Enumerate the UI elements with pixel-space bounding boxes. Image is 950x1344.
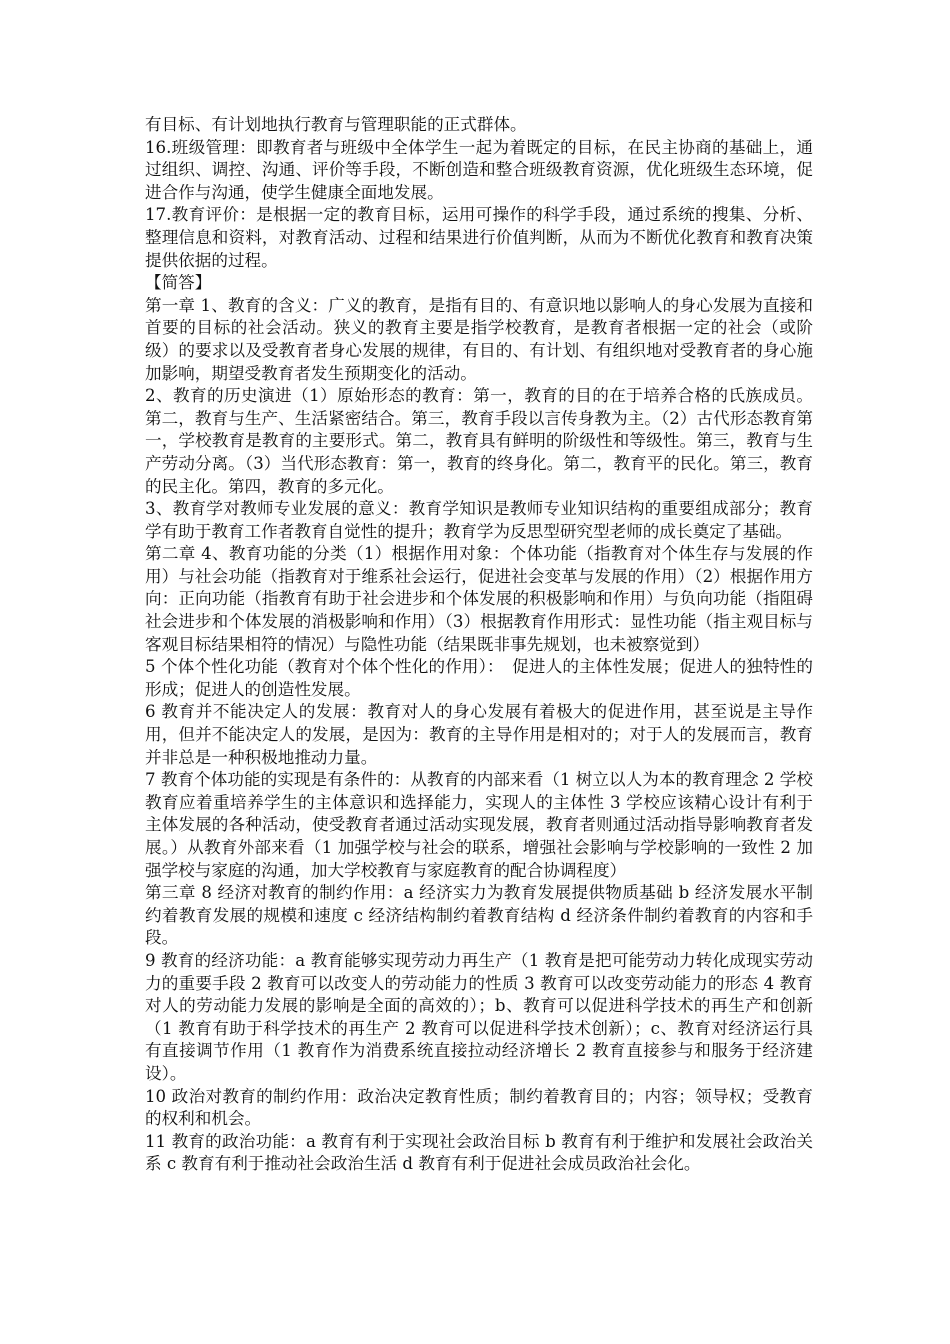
text-paragraph: 2、教育的历史演进（1）原始形态的教育：第一，教育的目的在于培养合格的氏族成员。第二，教育与生产、生活紧密结合。第三，教育手段以言传身教为主。（2）古代形态教育第一，学校教育是教育的主要形式。第二，教育具有鲜明的阶级性和等级性。第三，教育与生产劳动分离。（3）当代形态教育：第一，教育的终身化。第二，教育平的民化。第三，教育的民主化。第四，教育的多元化。 [145,386,813,496]
document-page [145,114,813,1176]
text-paragraph: 第二章 4、教育功能的分类（1）根据作用对象：个体功能（指教育对个体生存与发展的作用）与社会功能（指教育对于维系社会运行，促进社会变革与发展的作用）（2）根据作用方向：正向功能（指教育有助于社会进步和个体发展的积极影响和作用）与负向功能（指阻碍社会进步和个体发展的消极影响和作用）（3）根据教育作用形式：显性功能（指主观目标与客观目标结果相符的情况）与隐性功能（结果既非事先规划，也未被察觉到） [145,544,813,654]
text-paragraph: 第一章 1、教育的含义：广义的教育，是指有目的、有意识地以影响人的身心发展为直接和首要的目标的社会活动。狭义的教育主要是指学校教育，是教育者根据一定的社会（或阶级）的要求以及受教育者身心发展的规律，有目的、有计划、有组织地对受教育者的身心施加影响，期望受教育者发生预期变化的活动。 [145,295,813,383]
section-heading: 【简答】 [145,273,212,293]
text-paragraph: 10 政治对教育的制约作用：政治决定教育性质；制约着教育目的；内容；领导权；受教育的权利和机会。 [145,1086,813,1129]
text-paragraph: 6 教育并不能决定人的发展：教育对人的身心发展有着极大的促进作用，甚至说是主导作用，但并不能决定人的发展，是因为：教育的主导作用是相对的；对于人的发展而言，教育并非总是一种积极地推动力量。 [145,702,813,767]
text-paragraph: 有目标、有计划地执行教育与管理职能的正式群体。 [145,115,527,134]
text-paragraph: 16.班级管理：即教育者与班级中全体学生一起为着既定的目标，在民主协商的基础上，通过组织、调控、沟通、评价等手段，不断创造和整合班级教育资源，优化班级生态环境，促进合作与沟通，使学生健康全面地发展。 [145,137,813,202]
text-paragraph: 9 教育的经济功能：a 教育能够实现劳动力再生产（1 教育是把可能劳动力转化成现实劳动力的重要手段 2 教育可以改变人的劳动能力的性质 3 教育可以改变劳动能力的形态 4 教育对人的劳动能力发展的影响是全面的高效的）；b、教育可以促进科学技术的再生产和创新（1 教育有助于科学技术的再生产 2 教育可以促进科学技术创新）；c、教育对经济运行具有直接调节作用（1 教育作为消费系统直接拉动经济增长 2 教育直接参与和服务于经济建设）。 [145,950,813,1083]
text-paragraph: 5 个体个性化功能（教育对个体个性化的作用）： 促进人的主体性发展；促进人的独特性的形成；促进人的创造性发展。 [145,657,813,699]
text-paragraph: 17.教育评价：是根据一定的教育目标，运用可操作的科学手段，通过系统的搜集、分析、整理信息和资料，对教育活动、过程和结果进行价值判断，从而为不断优化教育和教育决策提供依据的过程。 [145,205,813,270]
text-paragraph: 第三章 8 经济对教育的制约作用：a 经济实力为教育发展提供物质基础 b 经济发展水平制约着教育发展的规模和速度 c 经济结构制约着教育结构 d 经济条件制约着教育的内容和手段。 [145,883,813,948]
text-paragraph: 7 教育个体功能的实现是有条件的：从教育的内部来看（1 树立以人为本的教育理念 2 学校教育应着重培养学生的主体意识和选择能力，实现人的主体性 3 学校应该精心设计有利于主体发展的各种活动，使受教育者通过活动实现发展，教育者则通过活动指导影响教育者发展。）从教育外部来看（1 加强学校与社会的联系，增强社会影响与学校影响的一致性 2 加强学校与家庭的沟通，加大学校教育与家庭教育的配合协调程度） [145,770,813,880]
text-paragraph: 3、教育学对教师专业发展的意义：教育学知识是教师专业知识结构的重要组成部分；教育学有助于教育工作者教育自觉性的提升；教育学为反思型研究型老师的成长奠定了基础。 [145,499,813,541]
text-paragraph: 11 教育的政治功能：a 教育有利于实现社会政治目标 b 教育有利于维护和发展社会政治关系 c 教育有利于推动社会政治生活 d 教育有利于促进社会成员政治社会化。 [145,1131,813,1174]
